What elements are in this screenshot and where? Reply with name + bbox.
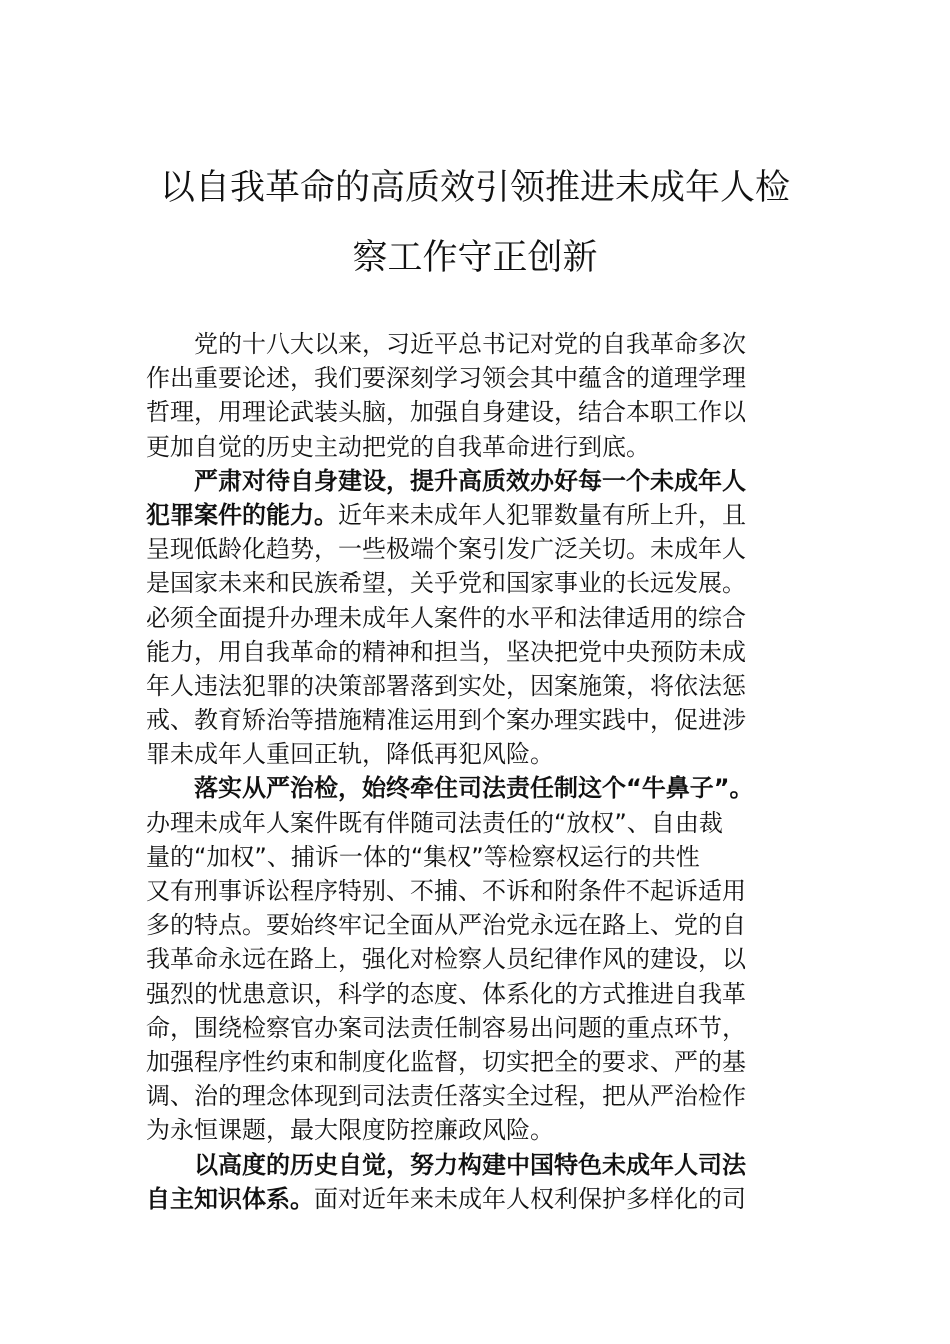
body-line bbox=[146, 1113, 806, 1147]
body-line bbox=[146, 806, 806, 840]
body-text: 多的特点。要始终牢记全面从严治党永远在路上、党的自 bbox=[146, 911, 746, 940]
body-text: 罪未成年人重回正轨，降低再犯风险。 bbox=[146, 740, 554, 769]
body-line bbox=[146, 395, 806, 429]
body-line bbox=[146, 327, 806, 361]
body-text: 作出重要论述，我们要深刻学习领会其中蕴含的道理学理 bbox=[146, 364, 746, 393]
body-text: 命，围绕检察官办案司法责任制容易出问题的重点环节， bbox=[146, 1013, 746, 1042]
body-line bbox=[146, 1011, 806, 1045]
body-text: 加强程序性约束和制度化监督，切实把全的要求、严的基 bbox=[146, 1047, 746, 1076]
body-text: 戒、教育矫治等措施精准运用到个案办理实践中，促进涉 bbox=[146, 706, 746, 735]
body-text: 更加自觉的历史主动把党的自我革命进行到底。 bbox=[146, 432, 650, 461]
body-line bbox=[146, 840, 806, 874]
body-line bbox=[146, 669, 806, 703]
body-text: 是国家未来和民族希望，关乎党和国家事业的长远发展。 bbox=[146, 569, 746, 598]
body-line bbox=[146, 566, 806, 600]
body-line bbox=[146, 430, 806, 464]
body-text: 办理未成年人案件既有伴随司法责任的“放权”、自由裁 bbox=[146, 808, 723, 837]
body-line bbox=[146, 737, 806, 771]
body-text: 能力，用自我革命的精神和担当，坚决把党中央预防未成 bbox=[146, 637, 746, 666]
body-text: 为永恒课题，最大限度防控廉政风险。 bbox=[146, 1116, 554, 1145]
body-line bbox=[146, 942, 806, 976]
body-text: 又有刑事诉讼程序特别、不捕、不诉和附条件不起诉适用 bbox=[146, 877, 746, 905]
document-title-line-2: 察工作守正创新 bbox=[352, 238, 598, 278]
body-line bbox=[146, 464, 806, 498]
body-text: 量的“加权”、捕诉一体的“集权”等检察权运行的共性 bbox=[146, 842, 700, 871]
body-line bbox=[146, 498, 806, 532]
body-line bbox=[146, 1045, 806, 1079]
body-line bbox=[146, 601, 806, 635]
body-line bbox=[146, 771, 806, 805]
body-line bbox=[146, 1148, 806, 1182]
body-text: 面对近年来未成年人权利保护多样化的司 bbox=[314, 1184, 746, 1213]
body-line bbox=[146, 703, 806, 737]
document-title-line-1: 以自我革命的高质效引领推进未成年人检 bbox=[159, 168, 790, 208]
body-text: 呈现低龄化趋势，一些极端个案引发广泛关切。未成年人 bbox=[146, 535, 746, 564]
body-text: 我革命永远在路上，强化对检察人员纪律作风的建设，以 bbox=[146, 945, 746, 974]
document-body bbox=[146, 327, 806, 1216]
section-heading-text: 以高度的历史自觉，努力构建中国特色未成年人司法 bbox=[194, 1150, 746, 1179]
body-line bbox=[146, 1079, 806, 1113]
section-heading-text: 严肃对待自身建设，提升高质效办好每一个未成年人 bbox=[194, 466, 746, 495]
body-text: 近年来未成年人犯罪数量有所上升，且 bbox=[338, 500, 746, 529]
body-line bbox=[146, 908, 806, 942]
body-text: 哲理，用理论武装头脑，加强自身建设，结合本职工作以 bbox=[146, 398, 746, 427]
body-line bbox=[146, 635, 806, 669]
body-line bbox=[146, 532, 806, 566]
body-text: 调、治的理念体现到司法责任落实全过程，把从严治检作 bbox=[146, 1082, 746, 1111]
section-heading-text: 犯罪案件的能力。 bbox=[146, 500, 338, 529]
body-text: 强烈的忧患意识，科学的态度、体系化的方式推进自我革 bbox=[146, 979, 746, 1008]
body-line bbox=[146, 874, 806, 908]
body-text: 年人违法犯罪的决策部署落到实处，因案施策，将依法惩 bbox=[146, 671, 746, 700]
body-line bbox=[146, 977, 806, 1011]
body-text: 党的十八大以来，习近平总书记对党的自我革命多次 bbox=[194, 330, 746, 358]
body-line bbox=[146, 361, 806, 395]
body-text: 必须全面提升办理未成年人案件的水平和法律适用的综合 bbox=[146, 603, 746, 632]
body-line bbox=[146, 1182, 806, 1216]
section-heading-text: 落实从严治检，始终牵住司法责任制这个“牛鼻子”。 bbox=[194, 774, 754, 803]
section-heading-text: 自主知识体系。 bbox=[146, 1184, 314, 1213]
